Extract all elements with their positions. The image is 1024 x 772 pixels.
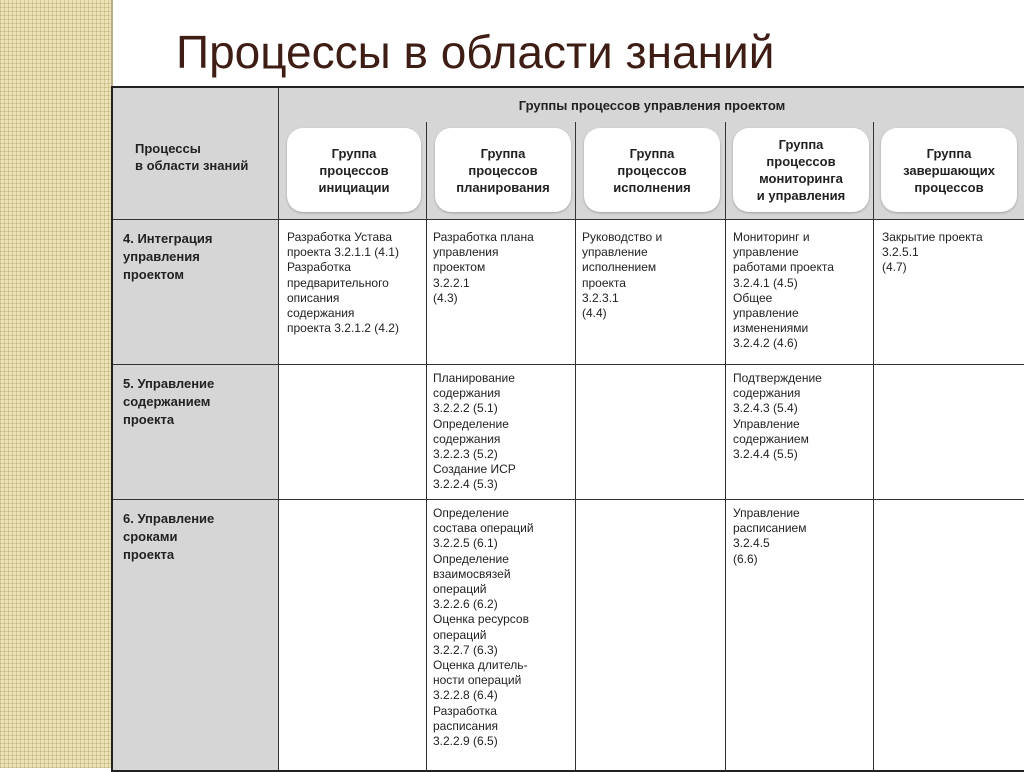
table-cell: Мониторинг и управление работами проекта 3.2.4.1 (4.5) Общее управление изменениями 3.2.4.2 (4.6) bbox=[733, 230, 834, 351]
group-header-planning: Группа процессов планирования bbox=[435, 128, 571, 212]
table-cell: Закрытие проекта 3.2.5.1 (4.7) bbox=[882, 230, 983, 275]
knowledge-area-label: 6. Управление сроками проекта bbox=[123, 511, 215, 562]
group-header-closing: Группа завершающих процессов bbox=[881, 128, 1017, 212]
group-header-monitoring: Группа процессов мониторинга и управления bbox=[733, 128, 869, 212]
slide-title: Процессы в области знаний bbox=[176, 26, 775, 78]
table-cell: Подтверждение содержания 3.2.4.3 (5.4) Управление содержанием 3.2.4.4 (5.5) bbox=[733, 371, 822, 462]
column-divider bbox=[278, 88, 279, 770]
knowledge-area-label: 5. Управление содержанием проекта bbox=[123, 376, 215, 427]
table-cell: Разработка Устава проекта 3.2.1.1 (4.1) Разработка предварительного описания содержания проекта 3.2.1.2 (4.2) bbox=[287, 230, 399, 336]
process-groups-header: Группы процессов управления проектом bbox=[279, 88, 1024, 122]
table-cell: Управление расписанием 3.2.4.5 (6.6) bbox=[733, 506, 807, 566]
knowledge-area-label: 4. Интеграция управления проектом bbox=[123, 231, 213, 282]
row-divider bbox=[113, 219, 1024, 220]
table-cell: Планирование содержания 3.2.2.2 (5.1) Определение содержания 3.2.2.3 (5.2) Создание ИСР 3.2.2.4 (5.3) bbox=[433, 371, 516, 492]
corner-header-label: Процессы в области знаний bbox=[135, 141, 249, 173]
decorative-side-pattern bbox=[0, 0, 111, 768]
table-cell: Определение состава операций 3.2.2.5 (6.1) Определение взаимосвязей операций 3.2.2.6 (6.2) Оценка ресурсов операций 3.2.2.7 (6.3) Оценка длитель- ности операций 3.2.2.8 (6.4) Разработка расписания 3.2.2.9 (6.5) bbox=[433, 506, 534, 749]
row-head-integration bbox=[113, 220, 279, 364]
group-header-initiation: Группа процессов инициации bbox=[287, 128, 421, 212]
group-header-execution: Группа процессов исполнения bbox=[584, 128, 720, 212]
row-head-time bbox=[113, 500, 279, 770]
table-cell: Разработка плана управления проектом 3.2.2.1 (4.3) bbox=[433, 230, 534, 305]
row-divider bbox=[113, 364, 1024, 365]
corner-header bbox=[113, 88, 279, 220]
row-divider bbox=[113, 499, 1024, 500]
table-cell: Руководство и управление исполнением проекта 3.2.3.1 (4.4) bbox=[582, 230, 663, 321]
knowledge-areas-table bbox=[111, 86, 1024, 772]
row-head-scope bbox=[113, 365, 279, 499]
